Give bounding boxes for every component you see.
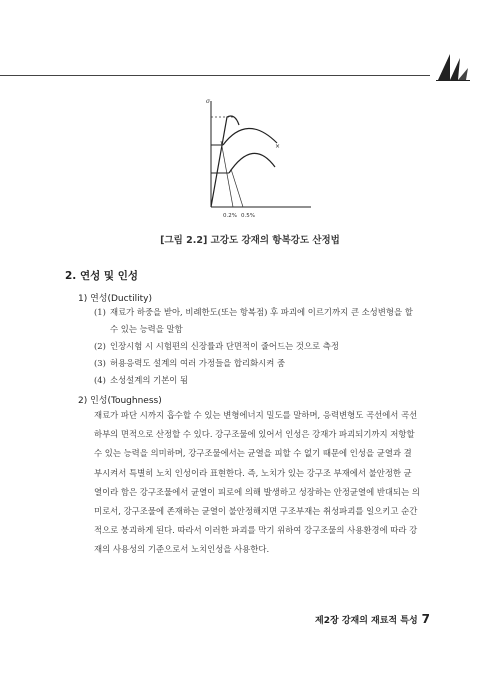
paragraph-line: 수 있는 능력을 의미하며, 강구조물에서는 균열을 피할 수 없기 때문에 인성을 균열과 결 [94,448,412,459]
ductility-item-4 [94,372,444,389]
figure-caption: [그림 2.2] 고강도 강재의 항복강도 산정법 [160,235,340,246]
paragraph-line: 재의 사용성의 기준으로서 노치인성을 사용한다. [94,544,270,555]
offset-line-05 [231,169,243,207]
ductility-item-1 [94,304,444,338]
y-axis-label: σ [206,98,211,105]
item-number: (2) [94,341,106,351]
item-text: 재료가 하중을 받아, 비례한도(또는 항복점) 후 파괴에 이르기까지 큰 소성변형을 할 [110,307,413,317]
paragraph-line: 하부의 면적으로 산정할 수 있다. 강구조물에 있어서 인성은 강재가 파괴되기까지 저항할 [94,429,415,440]
item-text: 소성설계의 기본이 됨 [110,375,189,385]
x-tick-label-1: 0.2% [223,213,237,219]
paragraph-line: 부시켜서 특별히 노치 인성이라 표현한다. 즉, 노치가 있는 강구조 부재에서 불안정한 균 [94,467,412,478]
fracture-mark: × [275,143,281,150]
page-number: 7 [421,612,430,626]
item-number: (1) [94,307,106,317]
item-number: (3) [94,358,106,368]
offset-line-02 [221,141,233,207]
chapter-title: 제2장 강재의 재료적 특성 [315,616,418,626]
toughness-paragraph [94,406,444,560]
item-text-continued: 수 있는 능력을 말함 [110,324,183,334]
stress-strain-curve-3 [229,153,275,173]
stress-strain-curve-2 [223,128,277,145]
paragraph-line: 적으로 붕괴하게 된다. 따라서 이러한 파괴를 막기 위하여 강구조물의 사용환경에 따라 강 [94,525,418,536]
toughness-subtitle: 2) 인성(Toughness) [78,396,162,406]
ductility-subtitle: 1) 연성(Ductility) [78,294,152,304]
publisher-logo [436,50,470,82]
section-title: 2. 연성 및 인성 [65,270,138,282]
stress-strain-figure [195,95,315,220]
ductility-item-3 [94,355,444,372]
item-number: (4) [94,375,106,385]
paragraph-line: 열이라 함은 강구조물에서 균열이 피로에 의해 발생하고 성장하는 안정균열에 반대되는 의 [94,486,420,497]
paragraph-line: 재료가 파단 시까지 흡수할 수 있는 변형에너지 밀도를 말하며, 응력변형도 곡선에서 곡선 [94,410,418,420]
page-footer [315,612,430,626]
stress-strain-diagram [195,95,315,220]
header-rule [0,75,430,76]
item-text: 허용응력도 설계의 여러 가정들을 합리화시켜 줌 [110,358,286,368]
item-text: 인장시험 시 시험편의 신장률과 단면적이 줄어드는 것으로 측정 [110,341,339,351]
ductility-item-2 [94,338,444,355]
paragraph-line: 미로서, 강구조물에 존재하는 균열이 불안정해지면 구조부재는 취성파괴를 일으키고 순간 [94,506,418,517]
x-tick-label-2: 0.5% [241,213,255,219]
